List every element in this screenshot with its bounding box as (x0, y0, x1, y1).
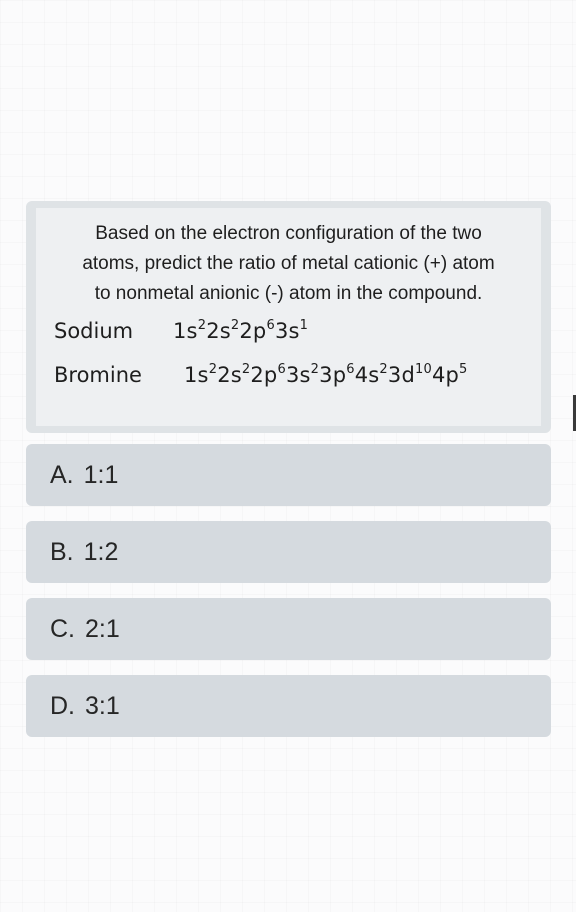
orbital-electron-count: 2 (230, 318, 240, 333)
answer-text: 2:1 (85, 614, 120, 643)
orbital-electron-count: 1 (299, 318, 309, 333)
orbital-term: 2p (250, 363, 278, 387)
orbital-electron-count: 2 (208, 362, 218, 377)
orbital-term: 1s (184, 363, 209, 387)
answer-text: 1:2 (83, 537, 119, 566)
answer-letter: C. (50, 614, 75, 643)
orbital-electron-count: 2 (379, 362, 388, 377)
orbital-electron-count: 2 (241, 362, 251, 377)
orbital-term: 2s (217, 363, 242, 387)
answer-letter: B. (50, 537, 74, 566)
orbital-term: 1s (173, 319, 198, 343)
question-card (26, 201, 551, 433)
orbital-term: 2p (239, 319, 267, 343)
sodium-configuration-row (54, 319, 308, 343)
question-text: Based on the electron configuration of the two atoms, predict the ratio of metal cationic (+) atom to nonmetal anionic (-) atom in the compound. (82, 223, 495, 304)
orbital-term: 4s (354, 363, 380, 387)
answer-option-b[interactable] (26, 521, 551, 583)
answer-text: 3:1 (85, 691, 120, 720)
orbital-electron-count: 5 (459, 362, 468, 377)
orbital-electron-count: 2 (197, 318, 207, 333)
bromine-configuration-row (54, 363, 468, 387)
element-name-sodium: Sodium (54, 319, 134, 343)
orbital-electron-count: 6 (346, 362, 355, 377)
orbital-electron-count: 6 (266, 318, 275, 333)
orbital-electron-count: 6 (277, 362, 286, 377)
answer-text: 1:1 (83, 460, 119, 489)
electron-configuration-sodium (173, 319, 308, 343)
electron-configuration-bromine (184, 363, 468, 387)
orbital-term: 3d (387, 363, 415, 387)
orbital-term: 2s (206, 319, 231, 343)
question-panel (36, 208, 541, 426)
orbital-term: 3s (274, 319, 300, 343)
orbital-term: 3p (319, 363, 347, 387)
element-name-bromine: Bromine (54, 363, 142, 387)
orbital-electron-count: 2 (310, 362, 320, 377)
answer-option-d[interactable] (26, 675, 551, 737)
answer-option-a[interactable] (26, 444, 551, 506)
orbital-term: 3s (285, 363, 311, 387)
answer-letter: D. (50, 691, 75, 720)
answer-letter: A. (50, 460, 74, 489)
orbital-term: 4p (431, 363, 460, 387)
answer-option-c[interactable] (26, 598, 551, 660)
orbital-electron-count: 10 (415, 362, 432, 377)
